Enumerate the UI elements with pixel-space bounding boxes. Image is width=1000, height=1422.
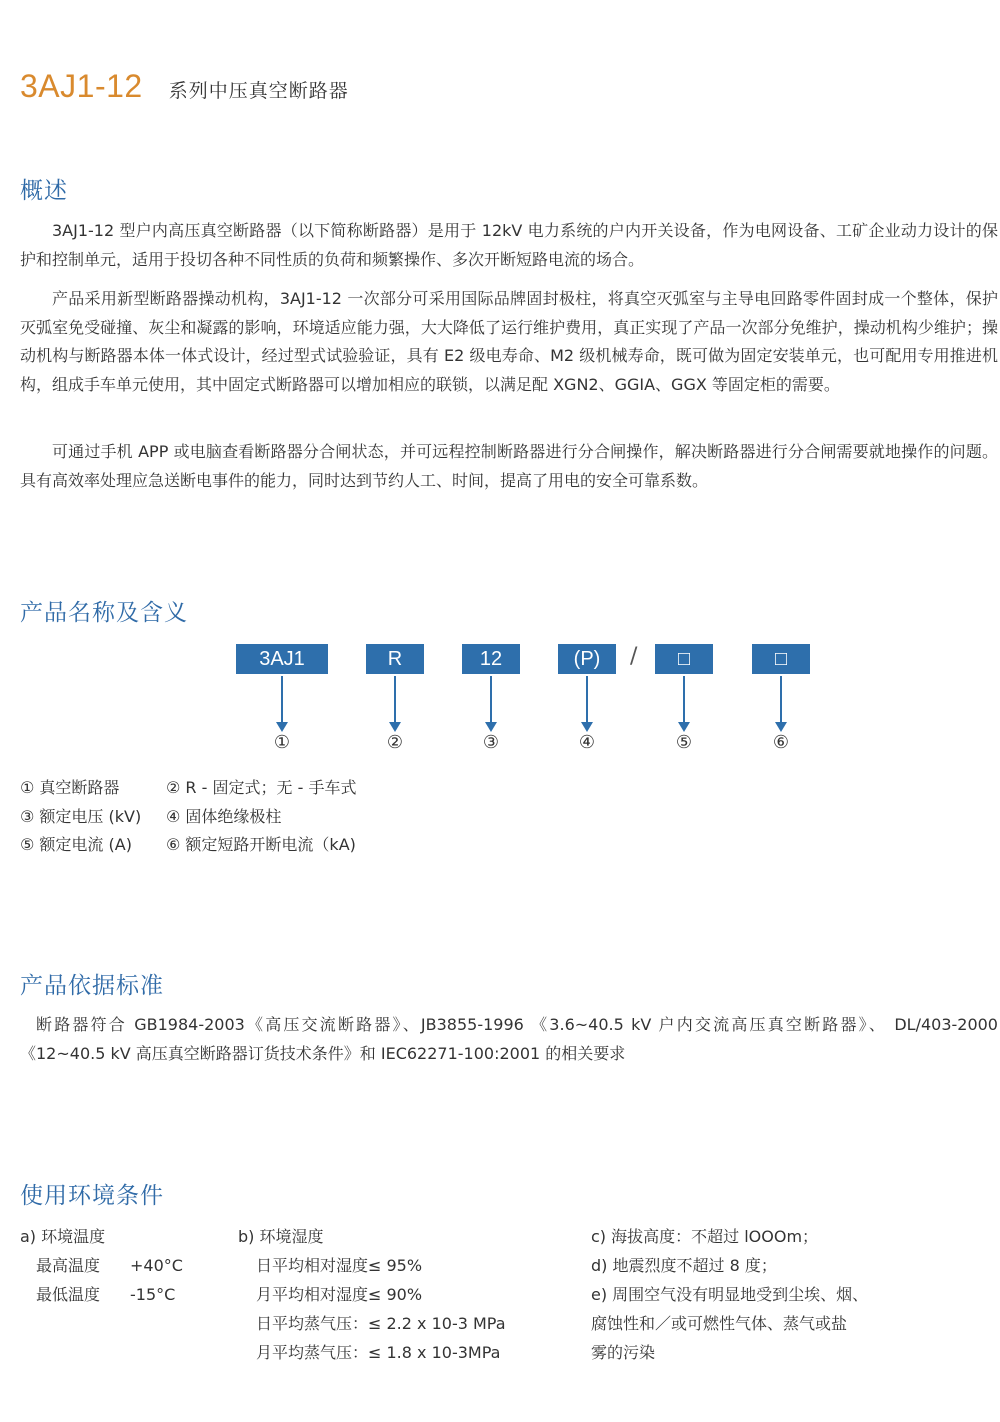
- down-arrow-icon: [683, 676, 685, 724]
- legend-item: ⑤ 额定电流 (A): [20, 835, 132, 854]
- marker-3: ③: [482, 732, 500, 753]
- code-box-install: R: [366, 644, 424, 674]
- down-arrow-icon: [394, 676, 396, 724]
- max-temperature-value: +40°C: [130, 1256, 183, 1275]
- max-temperature-row: [20, 1251, 183, 1280]
- code-box-series: 3AJ1: [236, 644, 328, 674]
- code-box-voltage: 12: [462, 644, 520, 674]
- humidity-line: 日平均相对湿度≤ 95%: [256, 1256, 423, 1275]
- legend-row: [20, 831, 356, 860]
- humidity-line: 月平均相对湿度≤ 90%: [256, 1285, 423, 1304]
- humidity-block: [238, 1222, 506, 1367]
- condition-line: c) 海拔高度：不超过 lOOOm；: [591, 1227, 819, 1246]
- down-arrow-icon: [281, 676, 283, 724]
- overview-paragraph-2: 产品采用新型断路器操动机构，3AJ1-12 一次部分可采用国际品牌固封极柱，将真空灭弧室与主导电回路零件固封成一个整体，保护灭弧室免受碰撞、灰尘和凝露的影响，环境适应能力强，大大降低了运行维护费用，真正实现了产品一次部分免维护，操动机构少维护；操动机构与断路器本体一体式设计，经过型式试验验证，具有 E2 级电寿命、M2 级机械寿命，既可做为固定安装单元，也可配用专用推进机构，组成手车单元使用，其中固定式断路器可以增加相应的联锁，以满足配 XGN2、GGIA、GGX 等固定柜的需要。: [20, 289, 998, 394]
- standards-text: 断路器符合 GB1984-2003《高压交流断路器》、JB3855-1996 《3.6~40.5 kV 户内交流高压真空断路器》、 DL/403-2000 《12~40.5 kV 高压真空断路器订货技术条件》和 IEC62271-100:2001 的相关要求: [20, 1015, 998, 1063]
- condition-line: d) 地震烈度不超过 8 度；: [591, 1256, 777, 1275]
- humidity-line: 月平均蒸气压：≤ 1.8 x 10-3MPa: [256, 1343, 501, 1362]
- standards-heading: 产品依据标准: [20, 973, 164, 999]
- legend-row: [20, 774, 356, 803]
- legend-row: [20, 803, 356, 832]
- min-temperature-row: [20, 1280, 183, 1309]
- min-temperature-value: -15°C: [130, 1285, 176, 1304]
- code-box-breaking: □: [752, 644, 810, 674]
- legend-item: ⑥ 额定短路开断电流（kA): [166, 835, 356, 854]
- temperature-block: [20, 1222, 183, 1309]
- max-temperature-label: 最高温度: [36, 1256, 101, 1275]
- legend-item: ② R - 固定式；无 - 手车式: [166, 778, 357, 797]
- down-arrow-icon: [780, 676, 782, 724]
- condition-line: 腐蚀性和／或可燃性气体、蒸气或盐: [591, 1314, 848, 1333]
- overview-paragraph-3: 可通过手机 APP 或电脑查看断路器分合闸状态，并可远程控制断路器进行分合闸操作，解决断路器进行分合闸需要就地操作的问题。具有高效率处理应急送断电事件的能力，同时达到节约人工、时间，提高了用电的安全可靠系数。: [20, 442, 998, 490]
- marker-6: ⑥: [772, 732, 790, 753]
- naming-legend: [20, 774, 356, 860]
- environment-heading: 使用环境条件: [20, 1183, 164, 1209]
- marker-5: ⑤: [675, 732, 693, 753]
- naming-heading: 产品名称及含义: [20, 600, 188, 626]
- humidity-title: b) 环境湿度: [238, 1227, 324, 1246]
- overview-paragraph-1: 3AJ1-12 型户内高压真空断路器（以下简称断路器）是用于 12kV 电力系统的户内开关设备，作为电网设备、工矿企业动力设计的保护和控制单元，适用于投切各种不同性质的负荷和频繁操作、多次开断短路电流的场合。: [20, 221, 998, 269]
- code-box-pole: (P): [558, 644, 616, 674]
- condition-line: 雾的污染: [591, 1343, 656, 1362]
- overview-heading: 概述: [20, 178, 68, 204]
- humidity-line: 日平均蒸气压：≤ 2.2 x 10-3 MPa: [256, 1314, 506, 1333]
- down-arrow-icon: [490, 676, 492, 724]
- legend-item: ① 真空断路器: [20, 778, 120, 797]
- code-slash: /: [630, 644, 638, 669]
- marker-2: ②: [386, 732, 404, 753]
- marker-1: ①: [273, 732, 291, 753]
- legend-item: ③ 额定电压 (kV): [20, 806, 142, 826]
- down-arrow-icon: [586, 676, 588, 724]
- model-name: 3AJ1-12: [20, 68, 143, 104]
- marker-4: ④: [578, 732, 596, 753]
- condition-line: e) 周围空气没有明显地受到尘埃、烟、: [591, 1285, 869, 1304]
- code-box-current: □: [655, 644, 713, 674]
- series-subtitle: 系列中压真空断路器: [168, 80, 349, 102]
- temperature-title: a) 环境温度: [20, 1227, 106, 1246]
- naming-diagram: [0, 640, 1000, 770]
- min-temperature-label: 最低温度: [36, 1285, 101, 1304]
- other-conditions-block: [591, 1222, 868, 1367]
- page-title: [20, 68, 349, 105]
- legend-item: ④ 固体绝缘极柱: [166, 806, 282, 826]
